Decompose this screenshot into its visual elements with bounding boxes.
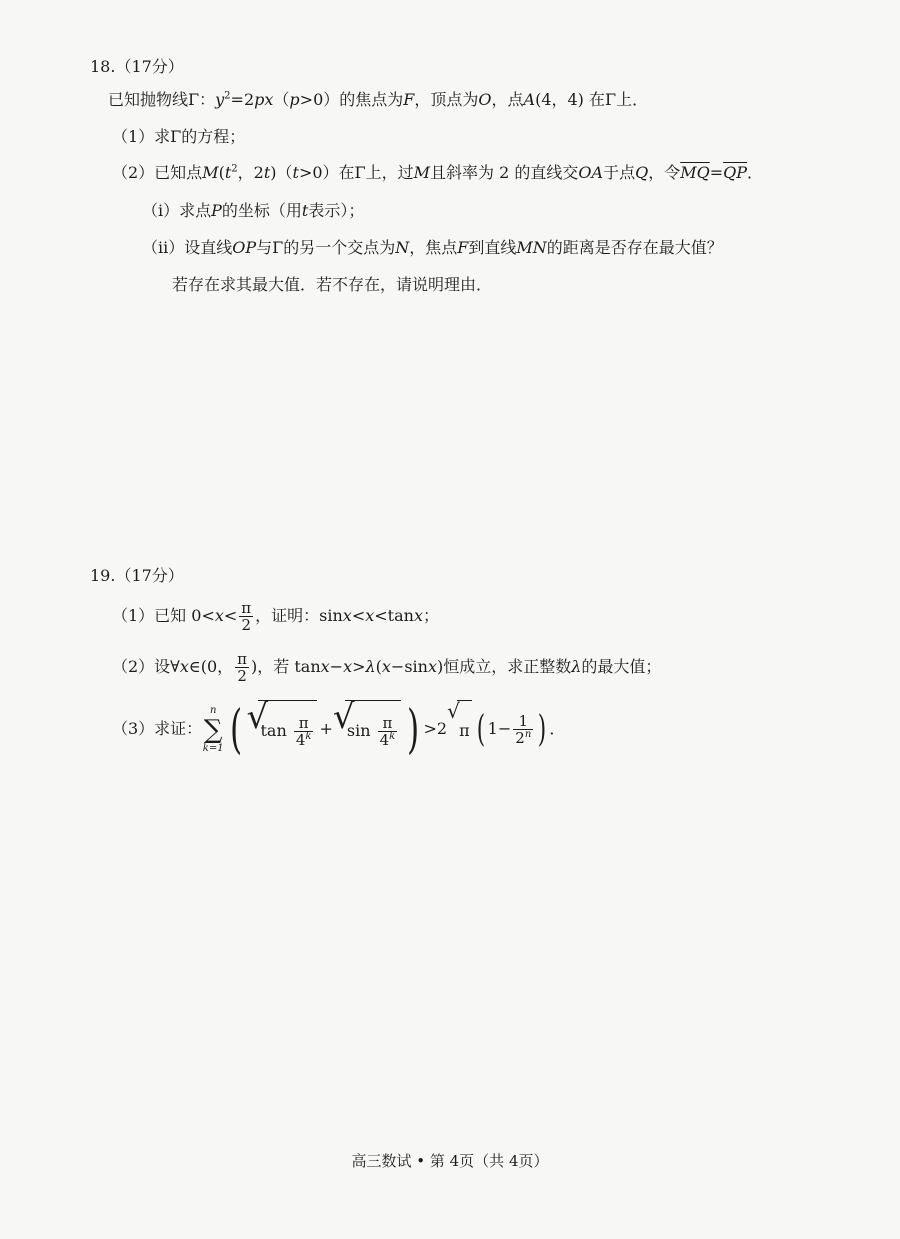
- left-paren: (: [230, 699, 243, 760]
- vector-qp: $\overline{QP}$: [723, 163, 748, 182]
- q18-part-2ii: （ii）设直线OP与Γ的另一个交点为N，焦点F到直线MN的距离是否存在最大值？: [142, 238, 723, 257]
- fraction-pi-over-2: $\frac{\pi}{2}$: [237, 650, 248, 685]
- q18-header: 18.（17分）: [90, 57, 184, 76]
- fraction-pi-over-2: $\frac{\pi}{2}$: [241, 599, 252, 634]
- sqrt-pi: √ π: [447, 700, 472, 759]
- page-footer: 高三数试 • 第 4页（共 4页）: [351, 1152, 549, 1170]
- q19-part-1: （1）已知 0<x< $\frac{\pi}{2}$ ，证明：sinx<x<tanx；: [112, 599, 439, 634]
- q18-part-2ii-line2: 若存在求其最大值．若不存在，请说明理由．: [172, 275, 493, 294]
- summation: n ∑ k=1: [202, 704, 224, 754]
- q18-stem: 已知抛物线Γ：$y^2=2px(p>0)$的焦点为F，顶点为O，点A(4，4) 在Γ上．: [108, 90, 649, 109]
- fraction-1-over-2n: $\frac{1}{2^n}$: [515, 712, 532, 747]
- q19-part-3: （3）求证： n ∑ k=1 ( √ tan $\frac{\pi}{4^k}$ + √ sin $\frac{\pi}{4^k}$ ) >2 √ π ( 1− $\frac{1}{2^n}$ ) ．: [112, 697, 566, 760]
- q18-part-2: （2）已知点$M(t^2$，2t)（t>0）在Γ上，过M且斜率为 2 的直线交OA于点Q，令$\overline{MQ}=\overline{QP}$．: [112, 163, 764, 182]
- right-paren: ): [407, 699, 420, 760]
- q18-part-1: （1）求Γ的方程；: [112, 127, 246, 146]
- sqrt-tan: √ tan $\frac{\pi}{4^k}$: [246, 700, 317, 759]
- q18-part-2i: （i）求点P的坐标（用t表示）；: [142, 201, 365, 220]
- vector-mq: $\overline{MQ}$: [680, 163, 710, 182]
- sqrt-sin: √ sin $\frac{\pi}{4^k}$: [333, 700, 401, 759]
- q19-header: 19.（17分）: [90, 566, 184, 585]
- q19-part-2: （2）设∀x∈(0， $\frac{\pi}{2}$ )，若 tanx−x>λ(x−sinx)恒成立，求正整数λ的最大值；: [112, 650, 662, 685]
